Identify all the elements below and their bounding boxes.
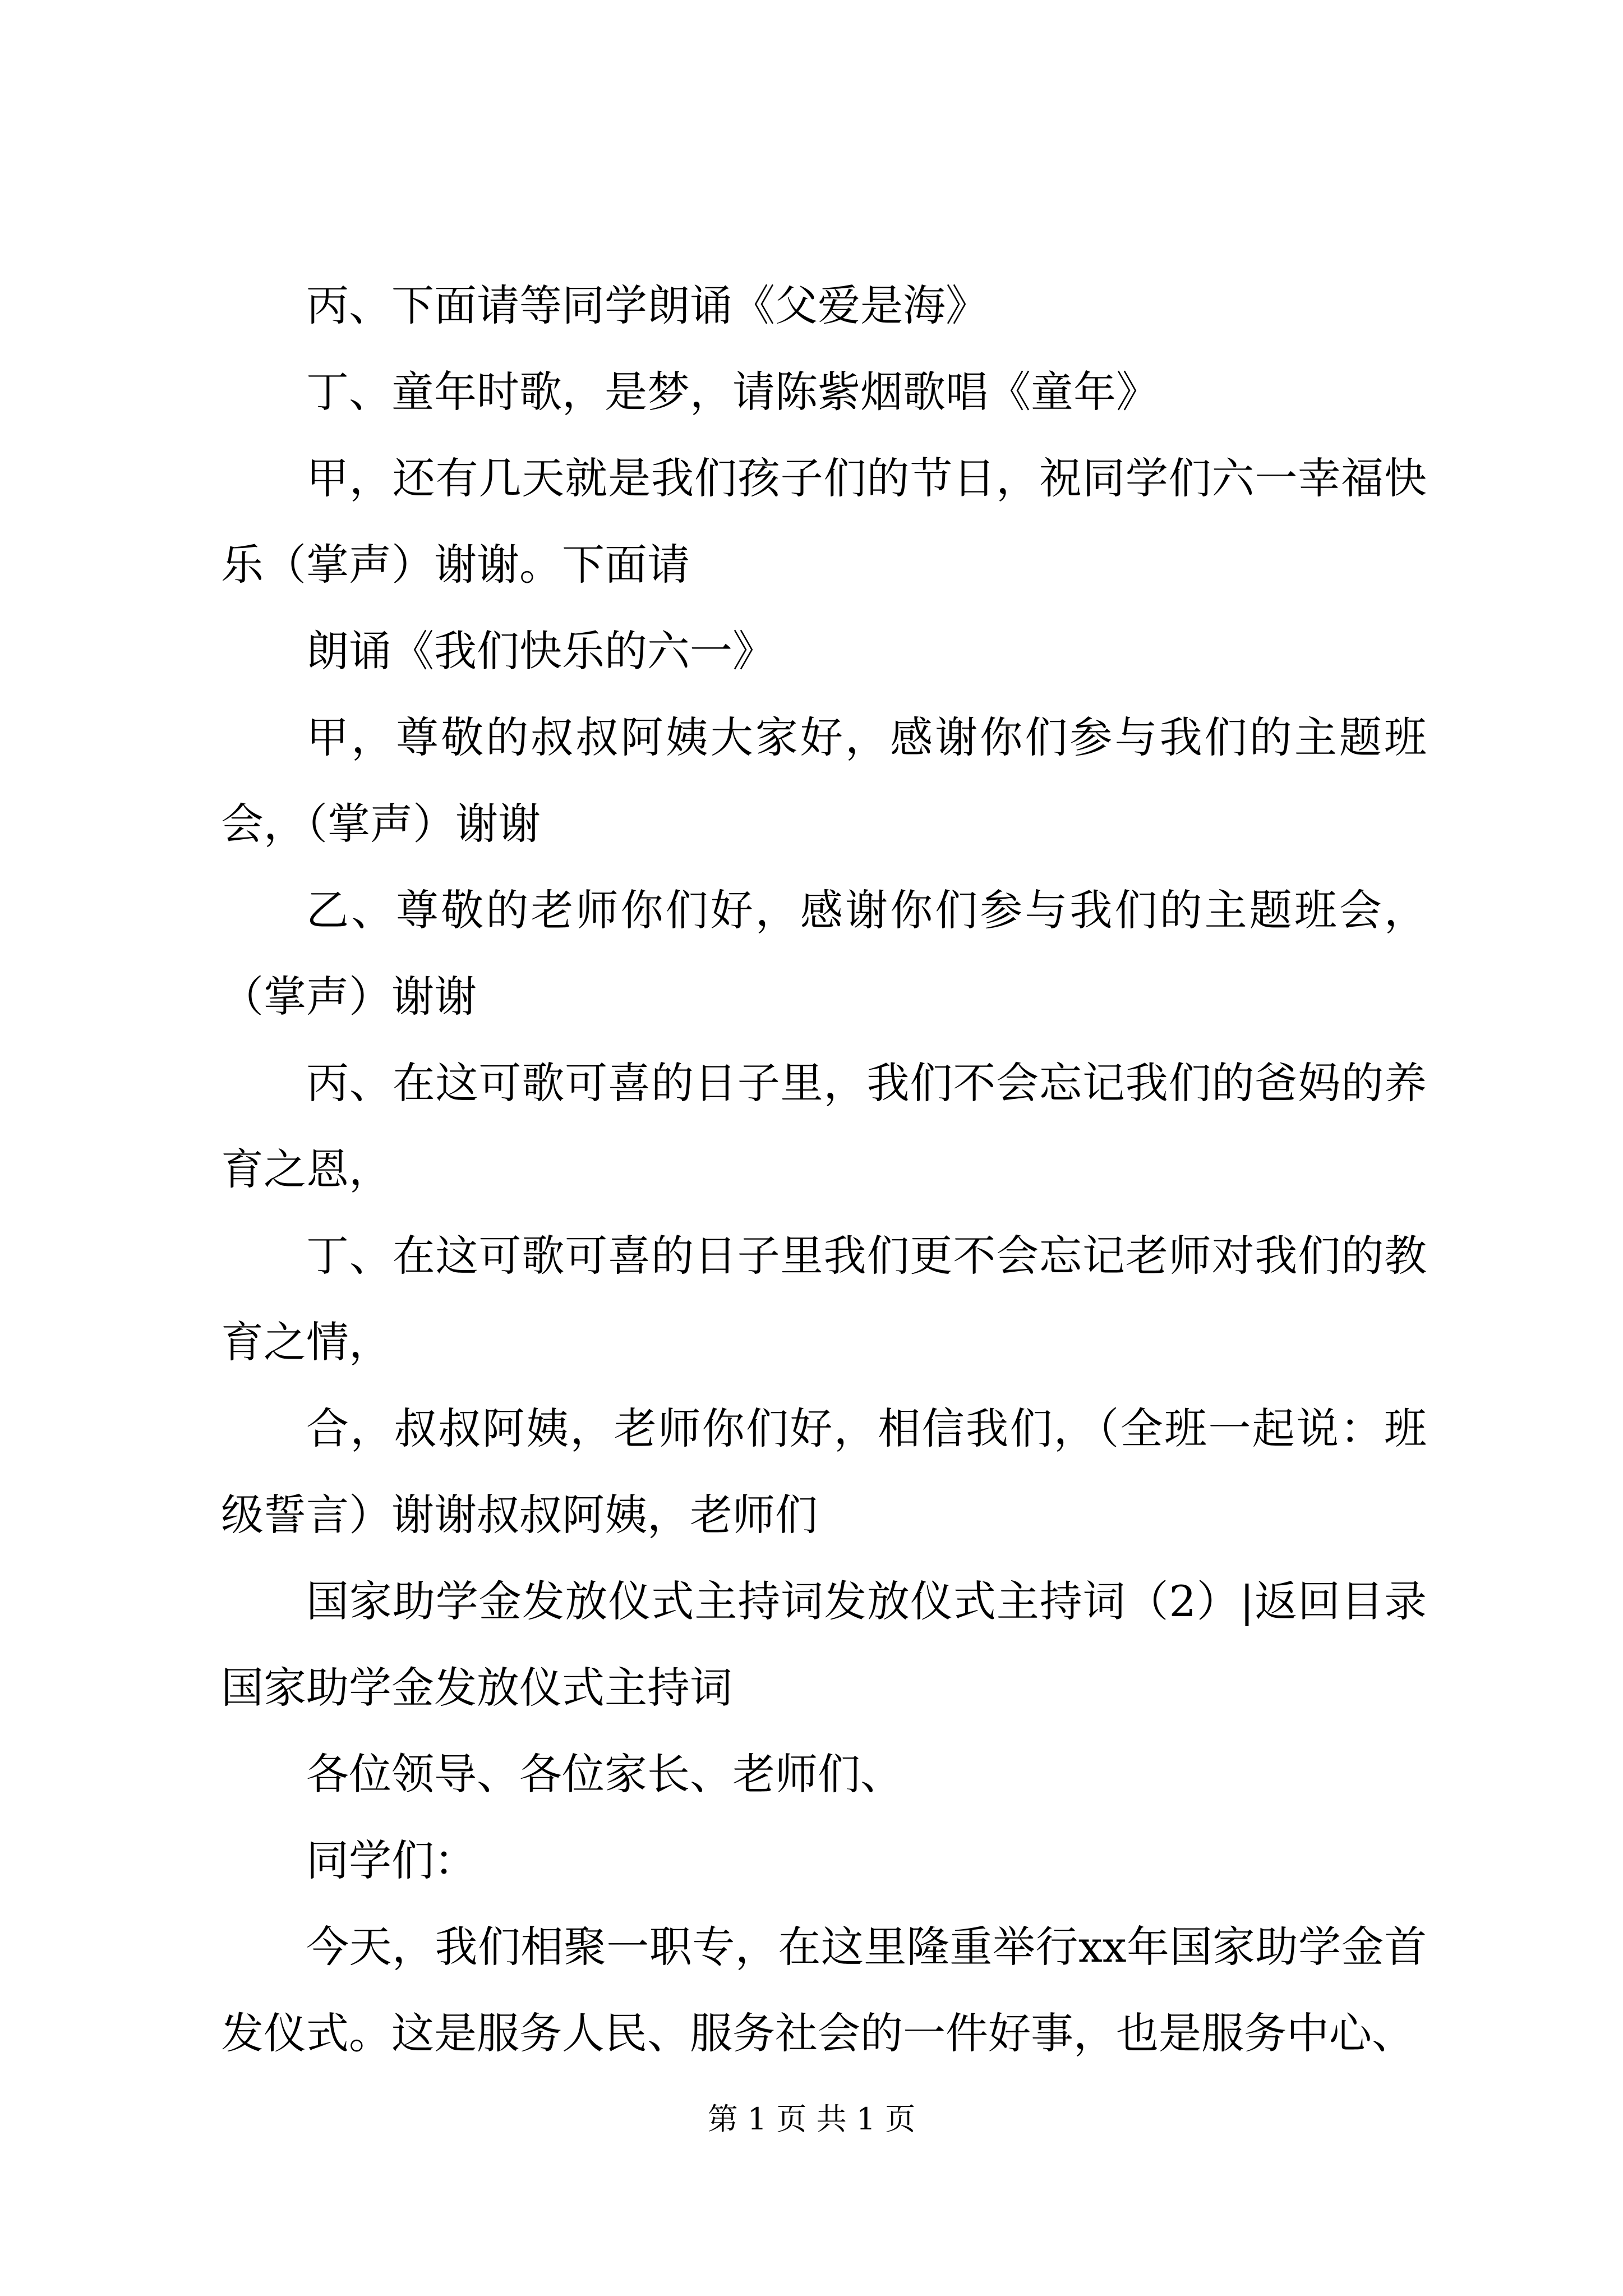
paragraph: 国家助学金发放仪式主持词发放仪式主持词（2）|返回目录国家助学金发放仪式主持词 <box>221 1576 1427 1713</box>
paragraph: 丁、童年时歌，是梦，请陈紫烟歌唱《童年》 <box>306 367 1159 417</box>
paragraph: 甲，尊敬的叔叔阿姨大家好，感谢你们参与我们的主题班会，（掌声）谢谢 <box>221 712 1427 849</box>
page-number-footer: 第 1 页 共 1 页 <box>707 2101 916 2137</box>
paragraph: 丙、下面请等同学朗诵《父爱是海》 <box>306 280 988 330</box>
paragraph: 丁、在这可歌可喜的日子里我们更不会忘记老师对我们的教育之情， <box>221 1231 1427 1367</box>
paragraph: 甲，还有几天就是我们孩子们的节日，祝同学们六一幸福快乐（掌声）谢谢。下面请 <box>221 453 1427 590</box>
paragraph: 各位领导、各位家长、老师们、 <box>306 1749 903 1799</box>
paragraph: 乙、尊敬的老师你们好，感谢你们参与我们的主题班会，（掌声）谢谢 <box>221 885 1427 1022</box>
paragraph: 今天，我们相聚一职专，在这里隆重举行xx年国家助学金首发仪式。这是服务人民、服务社会的一件好事，也是服务中心、 <box>221 1922 1427 2058</box>
document-body <box>221 263 1427 2077</box>
paragraph: 丙、在这可歌可喜的日子里，我们不会忘记我们的爸妈的养育之恩， <box>221 1058 1427 1194</box>
paragraph: 合，叔叔阿姨，老师你们好，相信我们，（全班一起说：班级誓言）谢谢叔叔阿姨，老师们 <box>221 1404 1427 1540</box>
paragraph: 朗诵《我们快乐的六一》 <box>306 626 775 676</box>
paragraph: 同学们： <box>306 1835 477 1885</box>
